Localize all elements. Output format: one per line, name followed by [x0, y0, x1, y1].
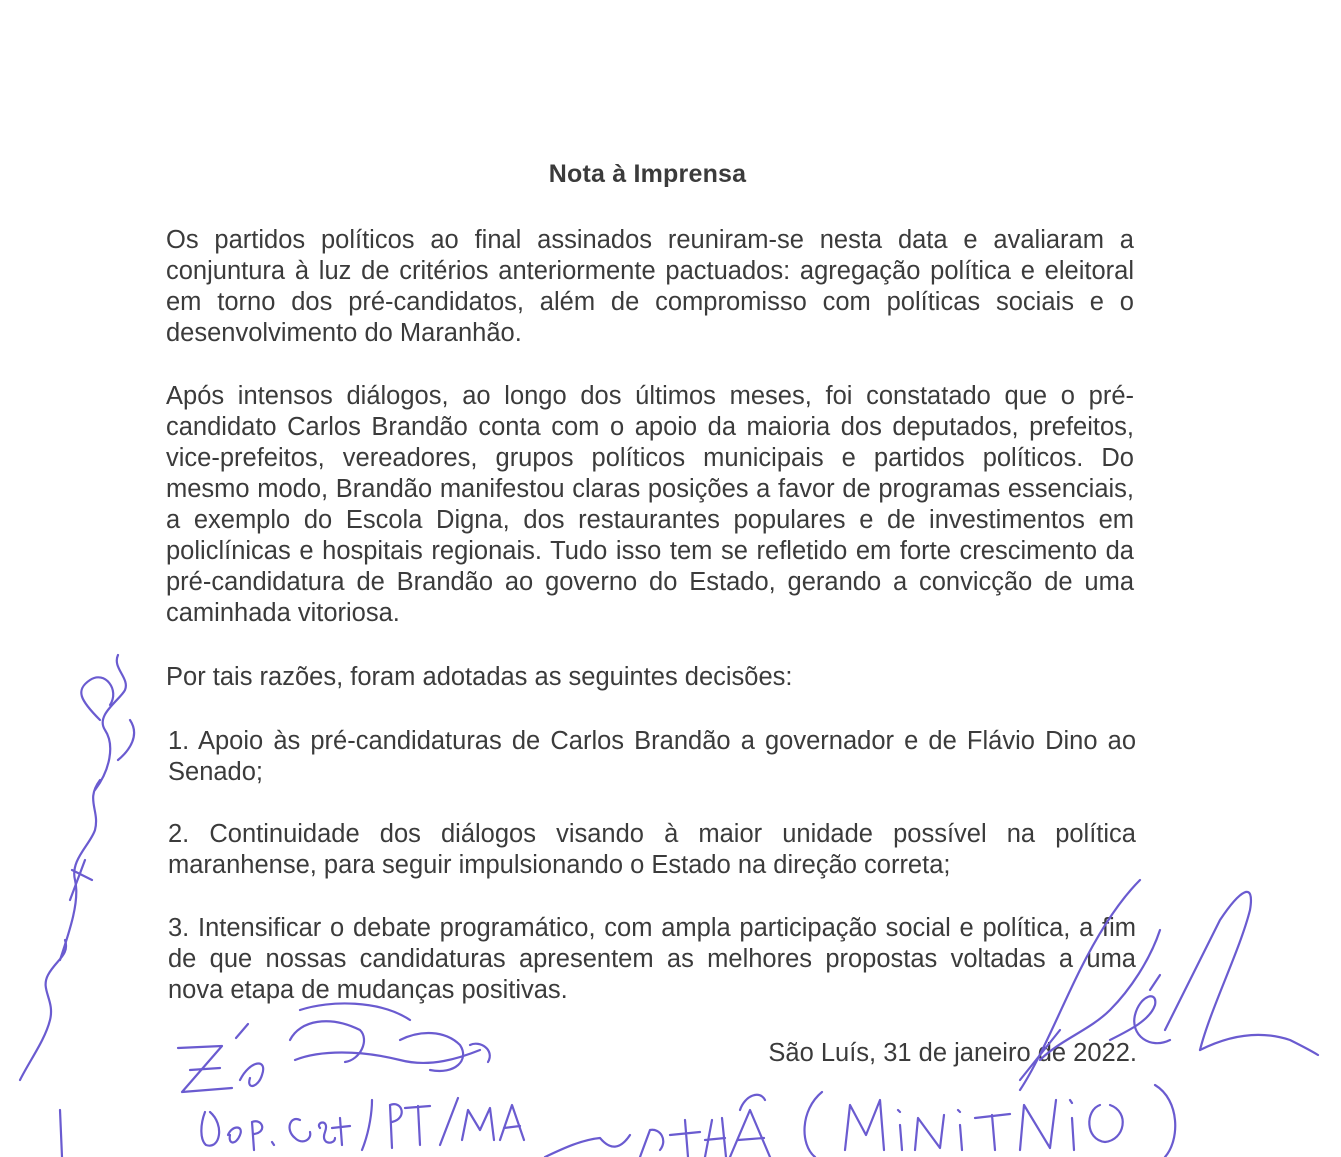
paragraph-intro: Os partidos políticos ao final assinados reuniram-se nesta data e avaliaram a conjuntura à luz de critérios anteriormente pactuados: agregação política e eleitoral em torno dos pré-candidatos, além de compromisso com políticas sociais e o desenvolvimento do Maranhão. — [166, 226, 1134, 347]
signature-left-vertical — [20, 655, 134, 1157]
signature-parenthetical — [805, 1085, 1176, 1157]
document-title: Nota à Imprensa — [548, 160, 747, 188]
signature-ze-inacio — [178, 1003, 490, 1092]
paragraph-decisions-lead: Por tais razões, foram adotadas as seguintes decisões: — [166, 663, 793, 691]
decision-item-2: 2. Continuidade dos diálogos visando à maior unidade possível na política maranhense, para seguir impulsionando o Estado na direção correta; — [168, 820, 1136, 879]
place-and-date: São Luís, 31 de janeiro de 2022. — [768, 1039, 1137, 1067]
decision-item-1: 1. Apoio às pré-candidaturas de Carlos Brandão a governador e de Flávio Dino ao Senado; — [168, 727, 1136, 786]
paragraph-context: Após intensos diálogos, ao longo dos últimos meses, foi constatado que o pré-candidato Carlos Brandão conta com o apoio da maioria dos deputados, prefeitos, vice-prefeitos, vereadores, grupos políticos municipais e partidos políticos. Do mesmo modo, Brandão manifestou claras posições a favor de programas essenciais, a exemplo do Escola Digna, dos restaurantes populares e de investimentos em policlínicas e hospitais regionais. Tudo isso tem se refletido em forte crescimento da pré-candidatura de Brandão ao governo do Estado, gerando a convicção de uma caminhada vitoriosa. — [166, 382, 1134, 627]
signature-dep-est — [201, 1098, 524, 1150]
signature-bottom-middle — [545, 1095, 770, 1157]
decision-item-3: 3. Intensificar o debate programático, com ampla participação social e política, a fim de que nossas candidaturas apresentem as melhores propostas voltadas a uma nova etapa de mudanças positivas. — [168, 914, 1136, 1004]
